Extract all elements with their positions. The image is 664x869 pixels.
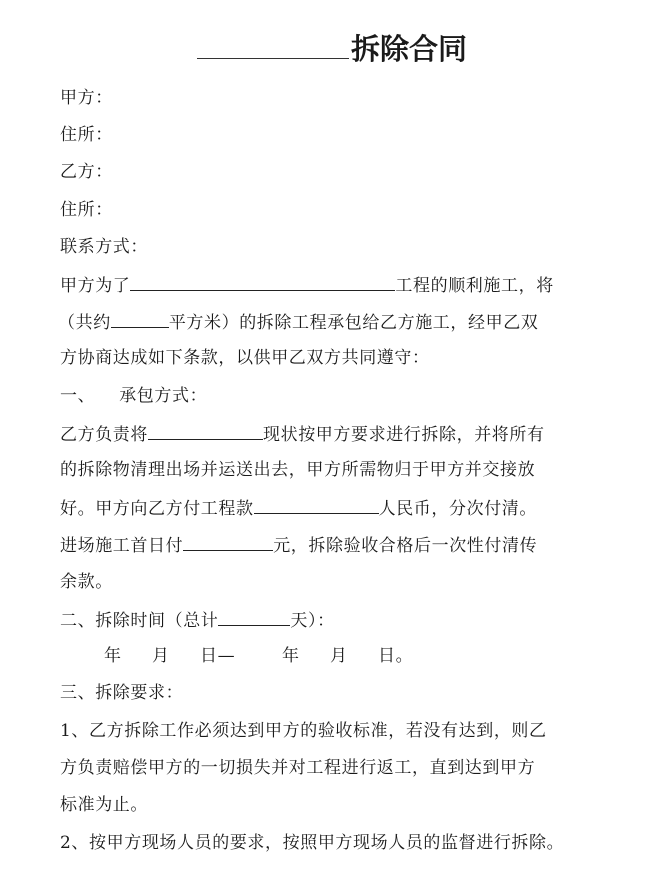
section-text: 二、拆除时间（总计 [60,611,219,631]
section-3-item-2: 2、按甲方现场人员的要求，按照甲方现场人员的监督进行拆除。 [60,833,565,853]
section-1-heading [60,384,207,408]
total-days-blank [218,607,290,626]
party-a-address-label: 住所： [60,125,113,145]
section-1-line-2: 的拆除物清理出场并运送出去，甲方所需物归于甲方并交接放 [60,460,536,480]
section-2-heading [60,607,335,633]
date-range-line [104,644,413,668]
party-b-address-label: 住所： [60,200,113,220]
section-1-line-4 [60,532,537,558]
section-1-line-5: 余款。 [60,572,113,592]
section-1-line-1 [60,421,545,447]
section-3-item-1-line-1: 1、乙方拆除工作必须达到甲方的验收标准，若没有达到，则乙 [60,721,547,741]
first-day-payment-blank [183,532,273,551]
section-text: 乙方负责将 [60,425,148,445]
party-a-label: 甲方： [60,88,113,108]
section-text: 天）： [290,611,335,631]
section-text: 好。甲方向乙方付工程款 [60,499,254,519]
section-1-line-3 [60,495,537,521]
intro-line-2 [58,309,538,335]
party-b-label: 乙方： [60,162,113,182]
section-number: 一、 [60,386,96,406]
intro-text: 平方米）的拆除工程承包给乙方施工，经甲乙双 [168,313,539,333]
section-3-heading: 三、拆除要求： [60,683,184,703]
month-end: 月 [330,646,348,666]
day-start: 日— [200,646,236,666]
section-text: 人民币，分次付清。 [378,499,538,519]
intro-line-3: 方协商达成如下条款，以供甲乙双方共同遵守： [60,348,430,368]
area-blank [111,309,169,328]
title-blank-line [197,28,349,59]
payment-amount-blank [254,495,379,514]
intro-text: 甲方为了 [60,276,131,296]
intro-line-1 [60,272,554,298]
document-title [0,28,664,69]
section-text: 进场施工首日付 [60,536,184,556]
demolition-object-blank [148,421,263,440]
intro-text: （共约 [58,313,111,333]
section-heading-text: 承包方式： [119,386,208,406]
contact-label: 联系方式： [60,237,148,257]
year-end: 年 [282,646,300,666]
year-start: 年 [104,646,122,666]
section-text: 元，拆除验收合格后一次性付清传 [273,536,538,556]
project-name-blank [130,272,395,291]
section-text: 现状按甲方要求进行拆除，并将所有 [263,425,545,445]
month-start: 月 [152,646,170,666]
day-end: 日。 [378,646,414,666]
section-3-item-1-line-3: 标准为止。 [60,795,148,815]
intro-text: 工程的顺利施工，将 [395,276,554,296]
title-text: 拆除合同 [350,32,467,66]
section-3-item-1-line-2: 方负责赔偿甲方的一切损失并对工程进行返工，直到达到甲方 [60,758,536,778]
